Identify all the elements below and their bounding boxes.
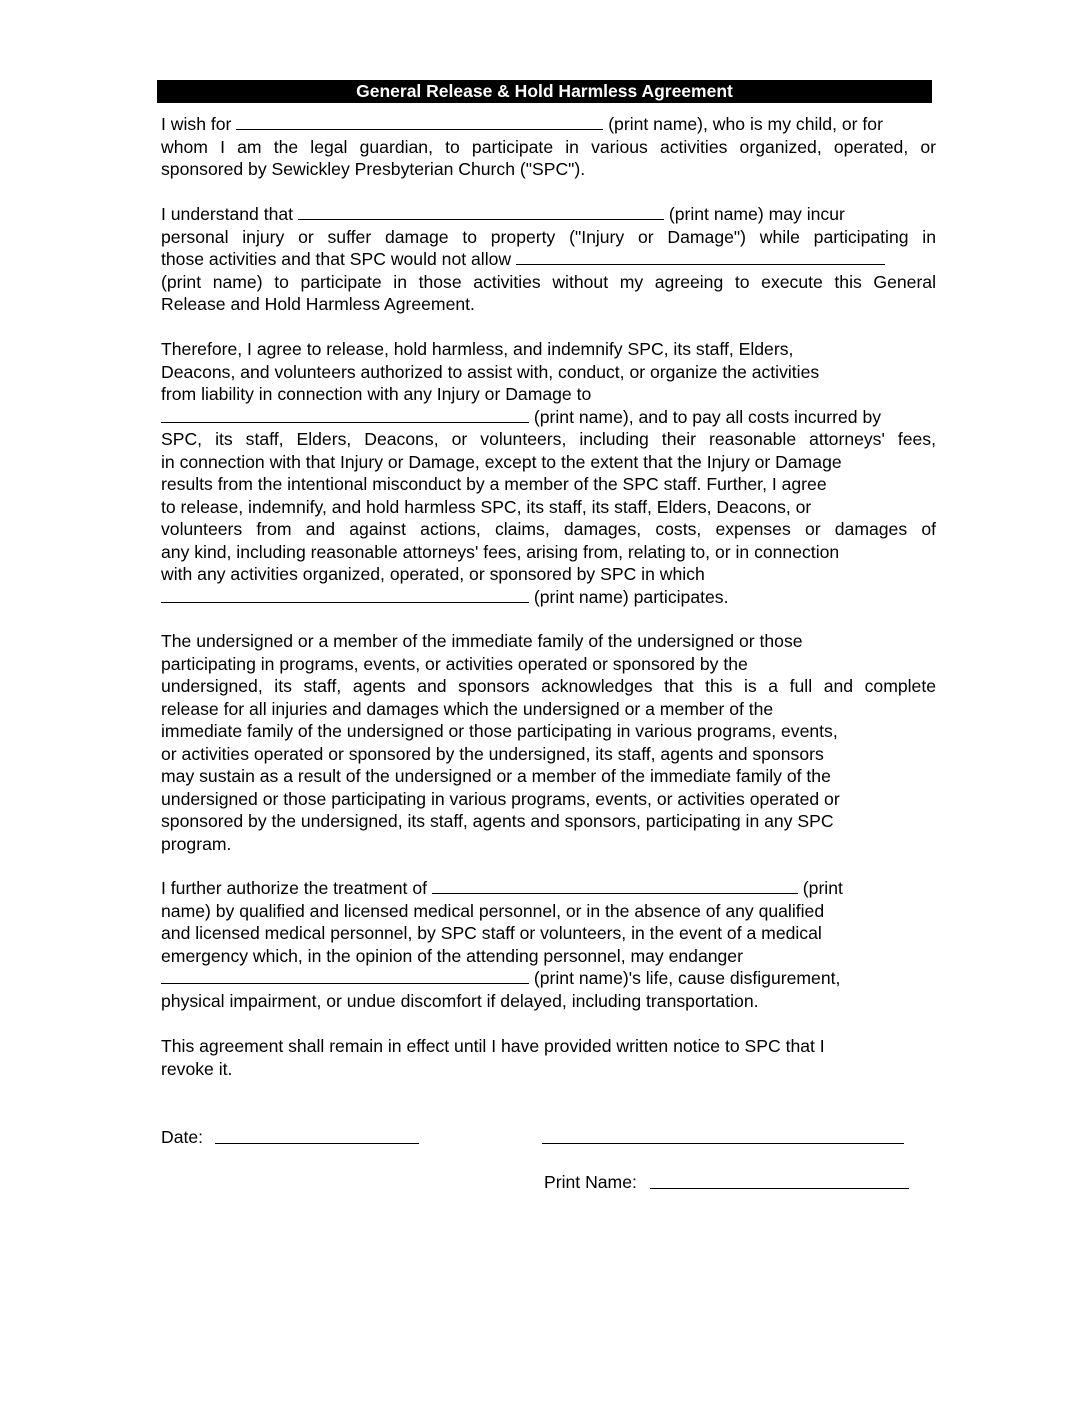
text: revoke it. — [161, 1058, 233, 1079]
text: The undersigned or a member of the immediate family of the undersigned or those — [161, 631, 803, 651]
text: SPC, its staff, Elders, Deacons, or volunteers, including their reasonable attorneys' fees, — [161, 429, 936, 449]
text: in connection with that Injury or Damage, except to the extent that the Injury or Damage — [161, 451, 842, 472]
text: (print name), and to pay all costs incurred by — [533, 406, 882, 427]
text: immediate family of the undersigned or those participating in various programs, events, — [161, 721, 838, 741]
text: any kind, including reasonable attorneys' fees, arising from, relating to, or in connection — [161, 541, 840, 562]
child-name-blank[interactable] — [516, 248, 885, 265]
text: This agreement shall remain in effect until I have provided written notice to SPC that I — [161, 1036, 825, 1056]
paragraph-medical — [161, 877, 936, 1012]
document-title: General Release & Hold Harmless Agreement — [157, 80, 932, 103]
text: personal injury or suffer damage to property ("Injury or Damage") while participating in — [161, 226, 936, 247]
text: and licensed medical personnel, by SPC staff or volunteers, in the event of a medical — [161, 923, 822, 943]
text: I further authorize the treatment of — [161, 878, 428, 898]
text: sponsored by Sewickley Presbyterian Church ("SPC"). — [161, 159, 586, 179]
text: I understand that — [161, 204, 294, 224]
text: undersigned or those participating in various programs, events, or activities operated or — [161, 788, 840, 809]
child-name-blank[interactable] — [236, 113, 603, 130]
print-name-label: Print Name: — [544, 1172, 637, 1192]
text: physical impairment, or undue discomfort if delayed, including transportation. — [161, 990, 759, 1011]
child-name-blank[interactable] — [161, 406, 529, 423]
text: volunteers from and against actions, claims, damages, costs, expenses or damages of — [161, 519, 936, 539]
text: undersigned, its staff, agents and sponsors acknowledges that this is a full and complete — [161, 676, 936, 696]
text: (print name) participates. — [533, 586, 729, 607]
text: sponsored by the undersigned, its staff, agents and sponsors, participating in any SPC — [161, 811, 834, 831]
paragraph-acknowledgement — [161, 630, 936, 855]
paragraph-guardian — [161, 113, 936, 181]
print-name-field[interactable] — [650, 1188, 909, 1189]
date-field[interactable] — [215, 1143, 419, 1144]
text: whom I am the legal guardian, to participate in various activities organized, operated, or — [161, 136, 936, 157]
text: those activities and that SPC would not allow — [161, 249, 512, 269]
text: may sustain as a result of the undersigned or a member of the immediate family of the — [161, 766, 831, 786]
signature-field[interactable] — [542, 1143, 904, 1144]
text: release for all injuries and damages which the undersigned or a member of the — [161, 698, 774, 719]
text: (print name) to participate in those activities without my agreeing to execute this General — [161, 271, 936, 292]
text: (print name)'s life, cause disfigurement, — [533, 968, 841, 988]
text: with any activities organized, operated, or sponsored by SPC in which — [161, 564, 705, 584]
text: name) by qualified and licensed medical personnel, or in the absence of any qualified — [161, 900, 825, 921]
text: emergency which, in the opinion of the attending personnel, may endanger — [161, 945, 743, 966]
child-name-blank[interactable] — [161, 586, 529, 603]
text: Therefore, I agree to release, hold harmless, and indemnify SPC, its staff, Elders, — [161, 339, 794, 359]
child-name-blank[interactable] — [432, 877, 798, 894]
child-name-blank[interactable] — [298, 203, 664, 220]
text: (print name), who is my child, or for — [608, 114, 883, 134]
text: or activities operated or sponsored by the undersigned, its staff, agents and sponsors — [161, 743, 824, 764]
text: (print — [802, 878, 843, 898]
text: program. — [161, 833, 232, 854]
date-label: Date: — [161, 1127, 204, 1147]
text: participating in programs, events, or activities operated or sponsored by the — [161, 653, 748, 674]
paragraph-understanding — [161, 203, 936, 316]
text: Release and Hold Harmless Agreement. — [161, 294, 475, 314]
child-name-blank[interactable] — [161, 967, 529, 984]
paragraph-release — [161, 338, 936, 608]
text: (print name) may incur — [668, 204, 845, 224]
text: I wish for — [161, 114, 232, 134]
text: Deacons, and volunteers authorized to assist with, conduct, or organize the activities — [161, 361, 820, 382]
text: to release, indemnify, and hold harmless SPC, its staff, its staff, Elders, Deacons, or — [161, 496, 812, 517]
paragraph-effect — [161, 1035, 936, 1080]
text: from liability in connection with any Injury or Damage to — [161, 384, 592, 404]
text: results from the intentional misconduct by a member of the SPC staff. Further, I agree — [161, 474, 827, 494]
